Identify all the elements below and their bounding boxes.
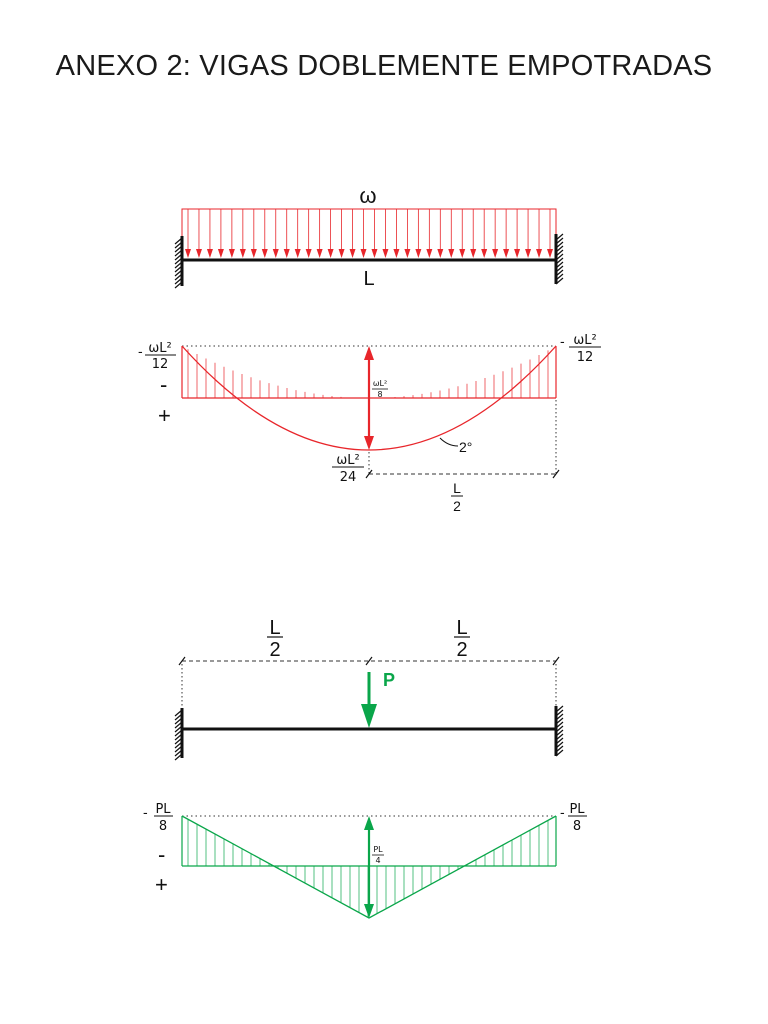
svg-text:-: - xyxy=(138,343,143,359)
height-label xyxy=(372,379,388,399)
case1-load-diagram xyxy=(175,183,563,290)
negative-sign: - xyxy=(160,372,168,397)
half-span-dimension xyxy=(366,400,559,514)
case2-load-diagram xyxy=(175,617,563,760)
point-load-arrow xyxy=(361,672,377,728)
svg-text:ωL²: ωL² xyxy=(573,333,597,348)
distributed-load-block xyxy=(182,209,556,260)
svg-text:ωL²: ωL² xyxy=(372,379,388,388)
page-title: ANEXO 2: VIGAS DOBLEMENTE EMPOTRADAS xyxy=(55,50,713,82)
svg-text:24: 24 xyxy=(339,470,357,485)
svg-text:-: - xyxy=(560,804,565,820)
fixed-support-right-1 xyxy=(556,234,563,284)
svg-text:8: 8 xyxy=(572,819,582,834)
svg-text:2: 2 xyxy=(456,639,468,661)
positive-sign-2: + xyxy=(155,872,168,897)
case1-moment-diagram xyxy=(138,333,601,514)
point-load-label: P xyxy=(383,670,396,690)
fixed-support-left-2 xyxy=(175,708,182,760)
degree-leader xyxy=(440,438,458,446)
midspan-moment-label xyxy=(332,453,364,485)
svg-text:L: L xyxy=(456,617,468,639)
svg-text:-: - xyxy=(143,804,148,820)
left-end-moment-label-2 xyxy=(143,802,173,834)
svg-text:ωL²: ωL² xyxy=(336,453,360,468)
span-label: L xyxy=(363,268,375,290)
height-double-arrow-2 xyxy=(364,816,374,918)
positive-sign: + xyxy=(158,403,171,428)
height-label-2 xyxy=(372,845,384,865)
svg-text:2: 2 xyxy=(453,498,461,514)
svg-text:2: 2 xyxy=(269,639,281,661)
svg-text:8: 8 xyxy=(377,390,383,399)
svg-text:PL: PL xyxy=(373,845,383,854)
svg-text:PL: PL xyxy=(155,802,171,817)
svg-text:12: 12 xyxy=(576,350,594,365)
svg-text:PL: PL xyxy=(569,802,585,817)
fixed-support-left-1 xyxy=(175,236,182,288)
right-end-moment-label xyxy=(560,333,601,365)
svg-text:L: L xyxy=(269,617,281,639)
half-span-left-label xyxy=(267,617,283,661)
case2-moment-diagram xyxy=(143,802,587,918)
curve-degree-label: 2° xyxy=(459,439,473,455)
svg-text:-: - xyxy=(560,333,565,349)
right-end-moment-label-2 xyxy=(560,802,587,834)
svg-text:8: 8 xyxy=(158,819,168,834)
negative-sign-2: - xyxy=(158,842,166,867)
fixed-support-right-2 xyxy=(556,706,563,756)
svg-text:12: 12 xyxy=(151,357,169,372)
svg-text:4: 4 xyxy=(375,856,381,865)
half-span-right-label xyxy=(454,617,470,661)
load-symbol-omega: ω xyxy=(359,183,377,208)
svg-text:L: L xyxy=(453,480,461,496)
left-end-moment-label xyxy=(138,341,176,372)
svg-text:ωL²: ωL² xyxy=(148,341,172,356)
distributed-load-arrows xyxy=(185,209,553,258)
